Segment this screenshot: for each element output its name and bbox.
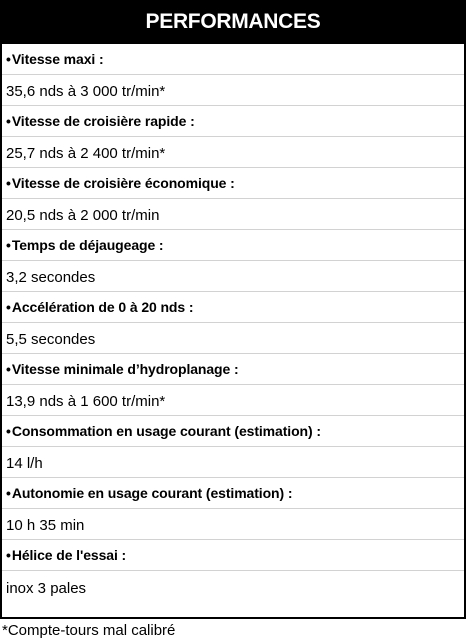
value-fast-cruise: 25,7 nds à 2 400 tr/min* xyxy=(2,137,464,168)
value-propeller: inox 3 pales xyxy=(6,579,87,597)
value-range: 10 h 35 min xyxy=(2,509,464,540)
label-planing-time: • Temps de déjaugeage : xyxy=(2,230,464,261)
label-propeller: • Hélice de l'essai : xyxy=(2,540,464,571)
value-eco-cruise: 20,5 nds à 2 000 tr/min xyxy=(2,199,464,230)
value-max-speed: 35,6 nds à 3 000 tr/min* xyxy=(2,75,464,106)
label-acceleration: • Accélération de 0 à 20 nds : xyxy=(2,292,464,323)
table-title: PERFORMANCES xyxy=(2,2,464,44)
label-max-speed: • Vitesse maxi : xyxy=(2,44,464,75)
value-planing-time: 3,2 secondes xyxy=(2,261,464,292)
label-fast-cruise: • Vitesse de croisière rapide : xyxy=(2,106,464,137)
label-min-planing-speed: • Vitesse minimale d’hydroplanage : xyxy=(2,354,464,385)
value-consumption: 14 l/h xyxy=(2,447,464,478)
value-acceleration: 5,5 secondes xyxy=(2,323,464,354)
value-min-planing-speed: 13,9 nds à 1 600 tr/min* xyxy=(2,385,464,416)
label-eco-cruise: • Vitesse de croisière économique : xyxy=(2,168,464,199)
footnote: *Compte-tours mal calibré xyxy=(2,622,176,639)
label-range: • Autonomie en usage courant (estimation) : xyxy=(2,478,464,509)
label-consumption: • Consommation en usage courant (estimation) : xyxy=(2,416,464,447)
